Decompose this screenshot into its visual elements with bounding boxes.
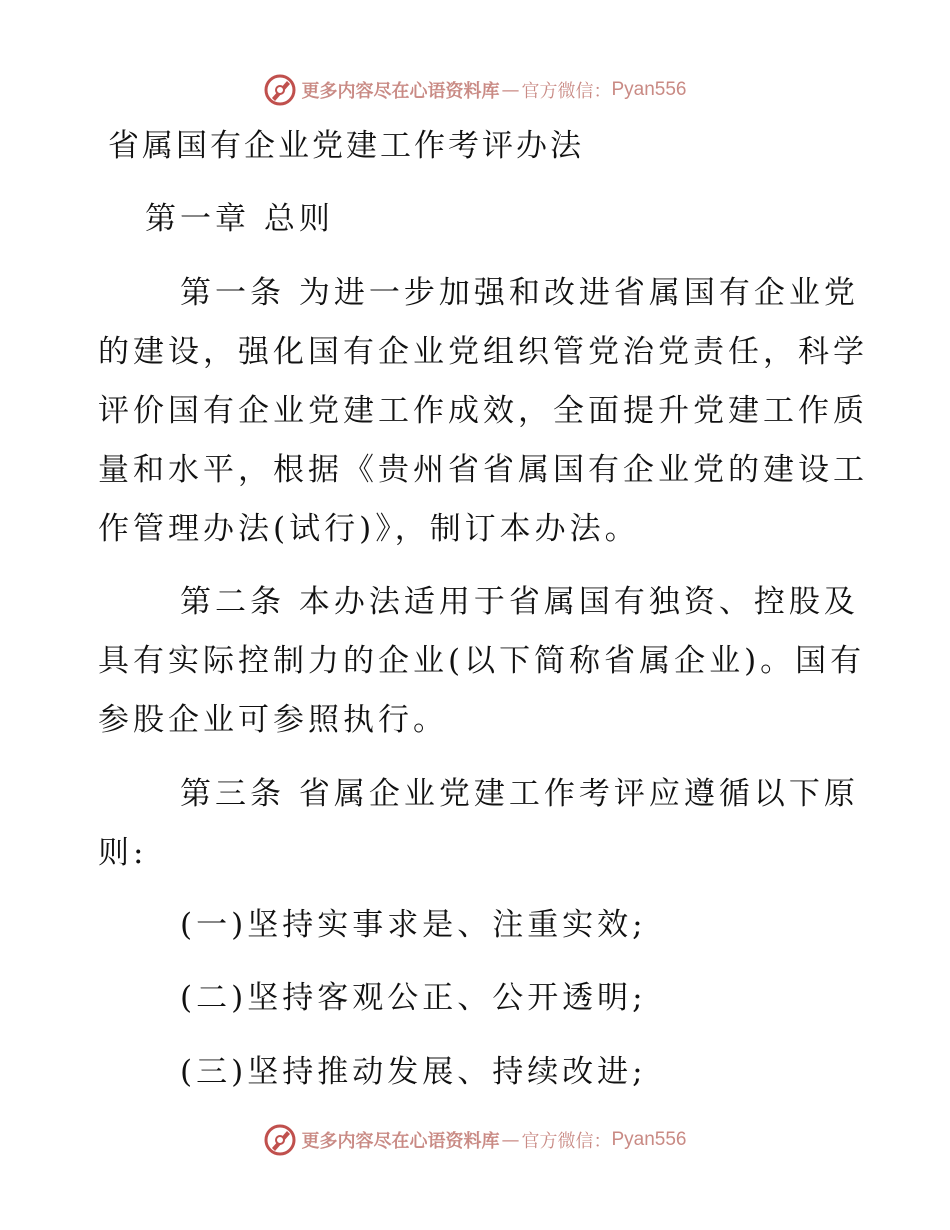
pen-logo-icon [263,73,297,107]
article-1-line-5: 作管理办法(试行)》，制订本办法。 [98,511,640,547]
principle-3: (三)坚持推动发展、持续改进; [180,1054,647,1090]
watermark-top [0,70,950,110]
article-2-line-2: 具有实际控制力的企业(以下简称省属企业)。国有 [98,643,866,679]
principle-2: (二)坚持客观公正、公开透明; [180,980,647,1016]
article-1-line-2: 的建设，强化国有企业党组织管党治党责任，科学 [98,334,868,370]
watermark-bottom [0,1120,950,1160]
document-title: 省属国有企业党建工作考评办法 [108,128,584,164]
article-1-line-4: 量和水平，根据《贵州省省属国有企业党的建设工 [98,452,868,488]
watermark-site-text: 更多内容尽在心语资料库 [301,81,500,102]
pen-logo-icon [263,1123,297,1157]
watermark-site-text: 更多内容尽在心语资料库 [301,1131,500,1152]
article-3-line-1: 第三条 省属企业党建工作考评应遵循以下原 [180,776,859,812]
article-2-line-1: 第二条 本办法适用于省属国有独资、控股及 [180,584,859,620]
chapter-heading: 第一章 总则 [145,201,334,237]
watermark-wechat-label: 官方微信： [521,1131,612,1152]
watermark-wechat-id: Pyan556 [611,1129,687,1150]
watermark-dash: — [501,79,520,101]
article-3-line-2: 则: [98,835,148,871]
article-1-line-3: 评价国有企业党建工作成效，全面提升党建工作质 [98,393,868,429]
watermark-wechat-label: 官方微信： [521,81,612,102]
article-1-line-1: 第一条 为进一步加强和改进省属国有企业党 [180,275,859,311]
principle-1: (一)坚持实事求是、注重实效; [180,907,647,943]
watermark-dash: — [501,1129,520,1151]
watermark-wechat-id: Pyan556 [611,79,687,100]
article-2-line-3: 参股企业可参照执行。 [98,702,448,738]
